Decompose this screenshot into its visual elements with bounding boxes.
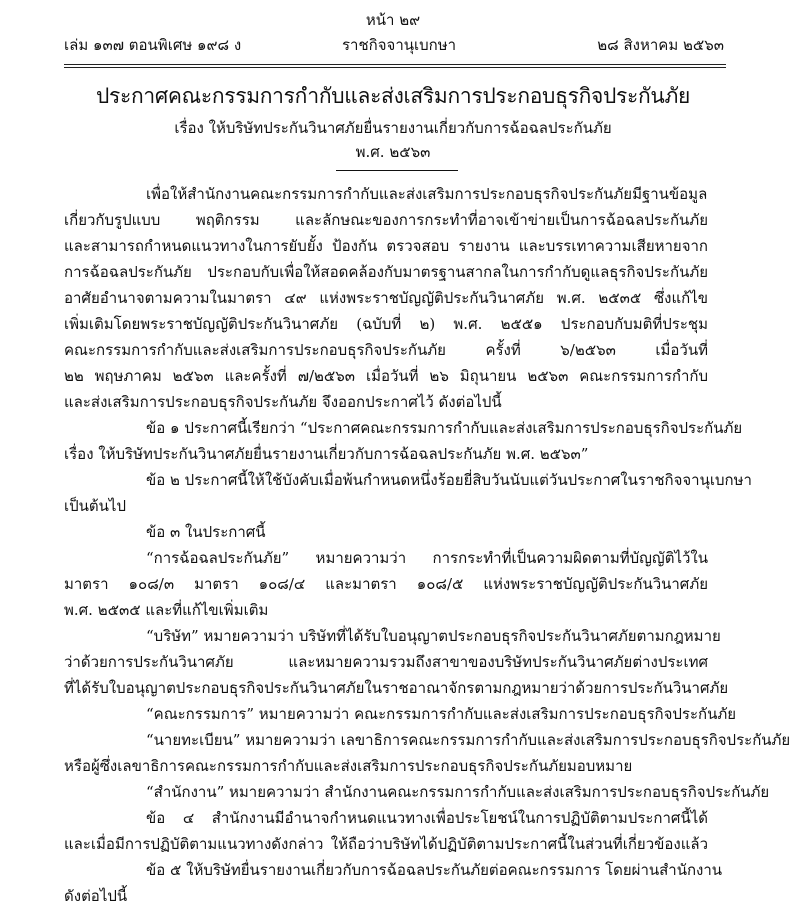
gazette-header — [64, 33, 724, 55]
body-line: ว่าด้วยการประกันวินาศภัย และหมายความรวมถึงสาขาของบริษัทประกันวินาศภัยต่างประเทศ — [64, 653, 708, 671]
body-line: เกี่ยวกับรูปแบบ พฤติกรรม และลักษณะของการกระทำที่อาจเข้าข่ายเป็นการฉ้อฉลประกันภัย — [64, 211, 708, 229]
body-line: เพื่อให้สำนักงานคณะกรรมการกำกับและส่งเสริมการประกอบธุรกิจประกันภัยมีฐานข้อมูล — [146, 185, 708, 203]
body-line: มาตรา ๑๐๘/๓ มาตรา ๑๐๘/๔ และมาตรา ๑๐๘/๕ แห่งพระราชบัญญัติประกันวินาศภัย — [64, 575, 708, 593]
definition-registrar: “นายทะเบียน” หมายความว่า เลขาธิการคณะกรรมการกำกับและส่งเสริมการประกอบธุรกิจประกันภัย — [146, 731, 790, 749]
body-line: เรื่อง ให้บริษัทประกันวินาศภัยยื่นรายงานเกี่ยวกับการฉ้อฉลประกันภัย พ.ศ. ๒๕๖๓” — [64, 445, 589, 463]
definition-company: “บริษัท” หมายความว่า บริษัทที่ได้รับใบอนุญาตประกอบธุรกิจประกันวินาศภัยตามกฎหมาย — [146, 627, 721, 645]
announcement-subject: เรื่อง ให้บริษัทประกันวินาศภัยยื่นรายงานเกี่ยวกับการฉ้อฉลประกันภัย — [174, 119, 612, 137]
definition-committee: “คณะกรรมการ” หมายความว่า คณะกรรมการกำกับและส่งเสริมการประกอบธุรกิจประกันภัย — [146, 705, 737, 723]
title-divider — [336, 170, 458, 171]
clause-4: ข้อ ๔ สำนักงานมีอำนาจกำหนดแนวทางเพื่อประโยชน์ในการปฏิบัติตามประกาศนี้ได้ — [146, 809, 708, 827]
body-line: คณะกรรมการกำกับและส่งเสริมการประกอบธุรกิจประกันภัย ครั้งที่ ๖/๒๕๖๓ เมื่อวันที่ — [64, 341, 708, 359]
clause-1: ข้อ ๑ ประกาศนี้เรียกว่า “ประกาศคณะกรรมการกำกับและส่งเสริมการประกอบธุรกิจประกันภัย — [146, 419, 743, 437]
body-line: ๒๒ พฤษภาคม ๒๕๖๓ และครั้งที่ ๗/๒๕๖๓ เมื่อวันที่ ๒๖ มิถุนายน ๒๕๖๓ คณะกรรมการกำกับ — [64, 367, 708, 385]
announcement-year: พ.ศ. ๒๕๖๓ — [355, 143, 431, 161]
clause-2: ข้อ ๒ ประกาศนี้ให้ใช้บังคับเมื่อพ้นกำหนดหนึ่งร้อยยี่สิบวันนับแต่วันประกาศในราชกิจจานุเบกษา — [146, 471, 752, 489]
body-line: และสามารถกำหนดแนวทางในการยับยั้ง ป้องกัน ตรวจสอบ รายงาน และบรรเทาความเสียหายจาก — [64, 237, 708, 255]
publish-date: ๒๘ สิงหาคม ๒๕๖๓ — [597, 36, 724, 54]
announcement-title: ประกาศคณะกรรมการกำกับและส่งเสริมการประกอบธุรกิจประกันภัย — [95, 84, 691, 108]
body-line: และส่งเสริมการประกอบธุรกิจประกันภัย จึงออกประกาศไว้ ดังต่อไปนี้ — [64, 393, 502, 411]
clause-5: ข้อ ๕ ให้บริษัทยื่นรายงานเกี่ยวกับการฉ้อฉลประกันภัยต่อคณะกรรมการ โดยผ่านสำนักงาน — [146, 861, 723, 879]
body-line: การฉ้อฉลประกันภัย ประกอบกับเพื่อให้สอดคล้องกับมาตรฐานสากลในการกำกับดูแลธุรกิจประกันภัย — [64, 263, 708, 281]
header-divider — [64, 64, 726, 68]
body-line: และเมื่อมีการปฏิบัติตามแนวทางดังกล่าว ให้ถือว่าบริษัทได้ปฏิบัติตามประกาศนี้ในส่วนที่เกี่ยวข้องแล้ว — [64, 835, 708, 853]
gazette-name: ราชกิจจานุเบกษา — [342, 36, 457, 54]
definition-office: “สำนักงาน” หมายความว่า สำนักงานคณะกรรมการกำกับและส่งเสริมการประกอบธุรกิจประกันภัย — [146, 783, 770, 801]
page-number: หน้า ๒๙ — [365, 11, 421, 29]
body-line: ที่ได้รับใบอนุญาตประกอบธุรกิจประกันวินาศภัยในราชอาณาจักรตามกฎหมายว่าด้วยการประกันวินาศภัย — [64, 679, 729, 697]
volume-info: เล่ม ๑๓๗ ตอนพิเศษ ๑๙๘ ง — [64, 36, 242, 54]
clause-3: ข้อ ๓ ในประกาศนี้ — [146, 523, 266, 541]
body-line: หรือผู้ซึ่งเลขาธิการคณะกรรมการกำกับและส่งเสริมการประกอบธุรกิจประกันภัยมอบหมาย — [64, 757, 633, 775]
body-line: เพิ่มเติมโดยพระราชบัญญัติประกันวินาศภัย (ฉบับที่ ๒) พ.ศ. ๒๕๕๑ ประกอบกับมติที่ประชุม — [64, 315, 708, 333]
body-line: ดังต่อไปนี้ — [64, 887, 128, 905]
definition-fraud: “การฉ้อฉลประกันภัย” หมายความว่า การกระทำที่เป็นความผิดตามที่บัญญัติไว้ใน — [146, 549, 708, 567]
body-line: เป็นต้นไป — [64, 497, 126, 515]
body-line: พ.ศ. ๒๕๓๕ และที่แก้ไขเพิ่มเติม — [64, 601, 269, 619]
body-line: อาศัยอำนาจตามความในมาตรา ๔๙ แห่งพระราชบัญญัติประกันวินาศภัย พ.ศ. ๒๕๓๕ ซึ่งแก้ไข — [64, 289, 708, 307]
